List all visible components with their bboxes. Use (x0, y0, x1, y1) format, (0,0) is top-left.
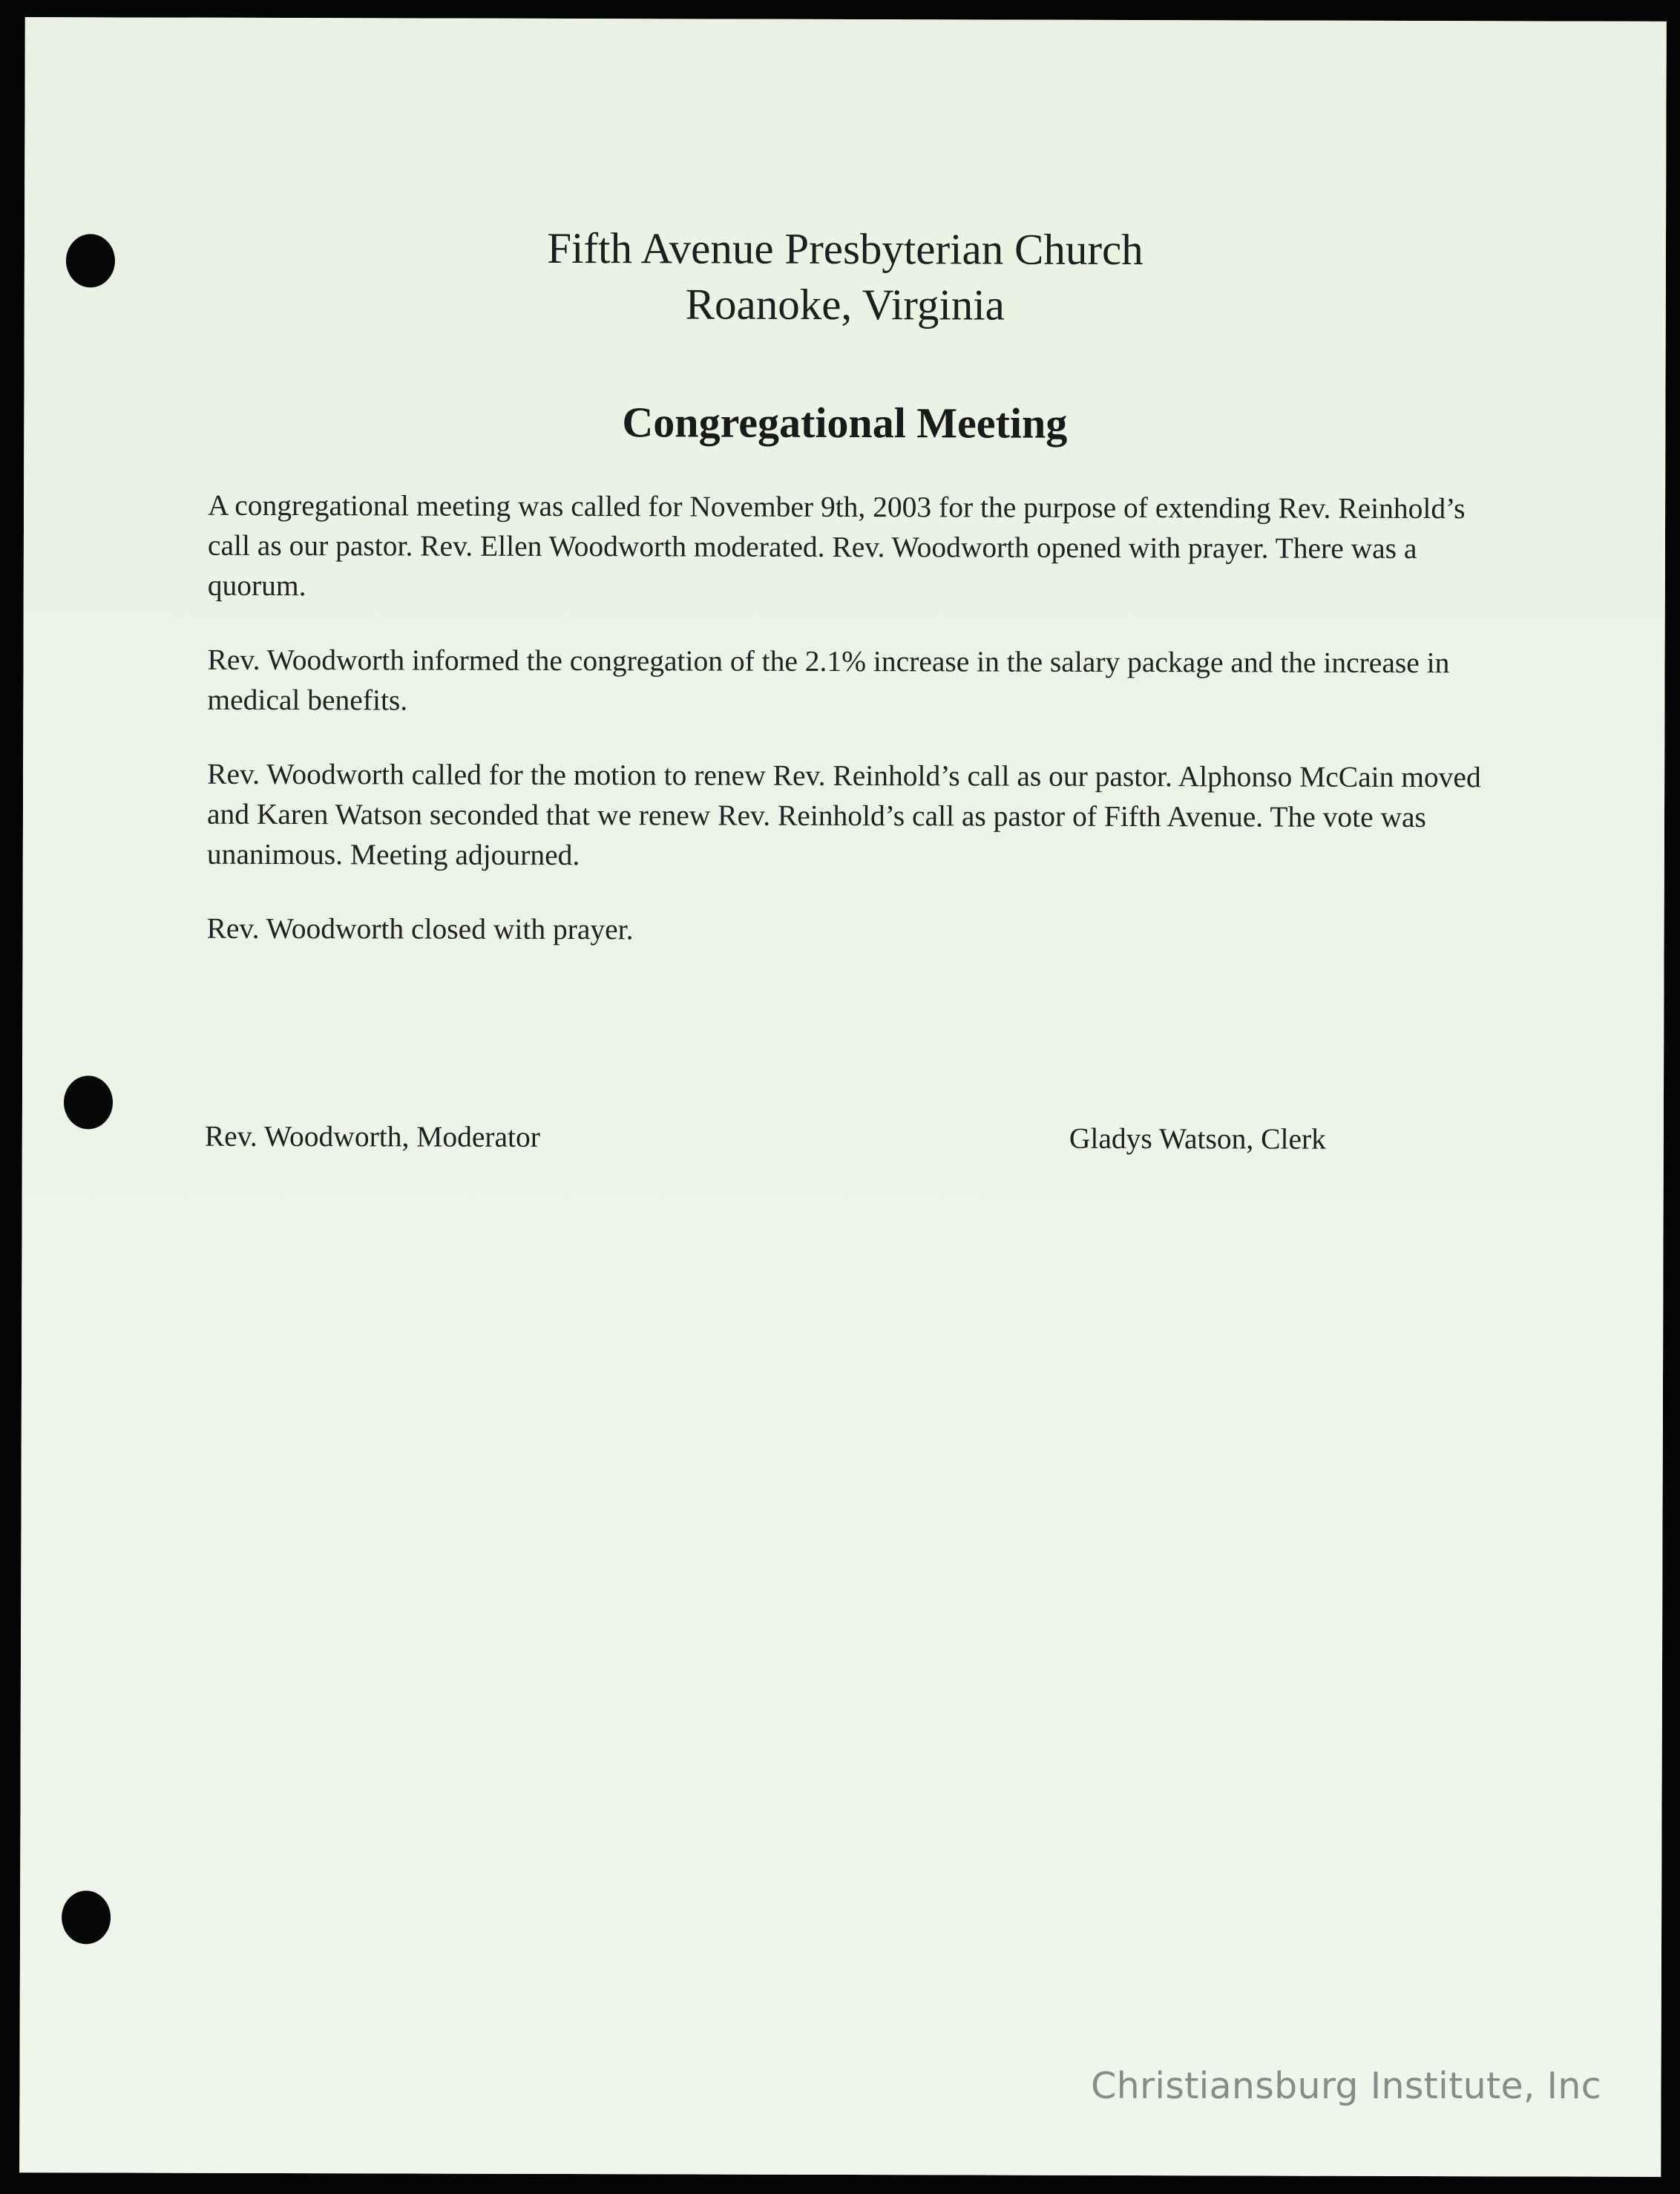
watermark: Christiansburg Institute, Inc (1091, 2065, 1601, 2107)
church-name: Fifth Avenue Presbyterian Church (547, 223, 1143, 275)
paragraph-motion: Rev. Woodworth called for the motion to renew Rev. Reinhold’s call as our pastor. Alphonso McCain moved and Karen Watson seconded that we renew Rev. Reinhold’s call as pastor of Fifth Avenue. The vote was unanimous. Meeting adjourned. (206, 757, 1481, 872)
minutes-text (206, 485, 1514, 986)
paragraph-call: A congregational meeting was called for November 9th, 2003 for the purpose of extending Rev. Reinhold’s call as our pastor. Rev. Ellen Woodworth moderated. Rev. Woodworth opened with prayer. There was a quorum. (207, 488, 1466, 603)
letterhead (24, 219, 1666, 335)
document-body (19, 17, 1667, 2177)
paragraph-closing: Rev. Woodworth closed with prayer. (206, 911, 634, 946)
page-title: Congregational Meeting (622, 398, 1068, 448)
church-location: Roanoke, Virginia (685, 279, 1005, 330)
paragraph-salary: Rev. Woodworth informed the congregation of the 2.1% increase in the salary package and the increase in medical benefits. (207, 643, 1450, 717)
paper-sheet (19, 17, 1667, 2177)
signature-clerk: Gladys Watson, Clerk (1069, 1121, 1326, 1156)
signature-moderator: Rev. Woodworth, Moderator (204, 1119, 541, 1153)
